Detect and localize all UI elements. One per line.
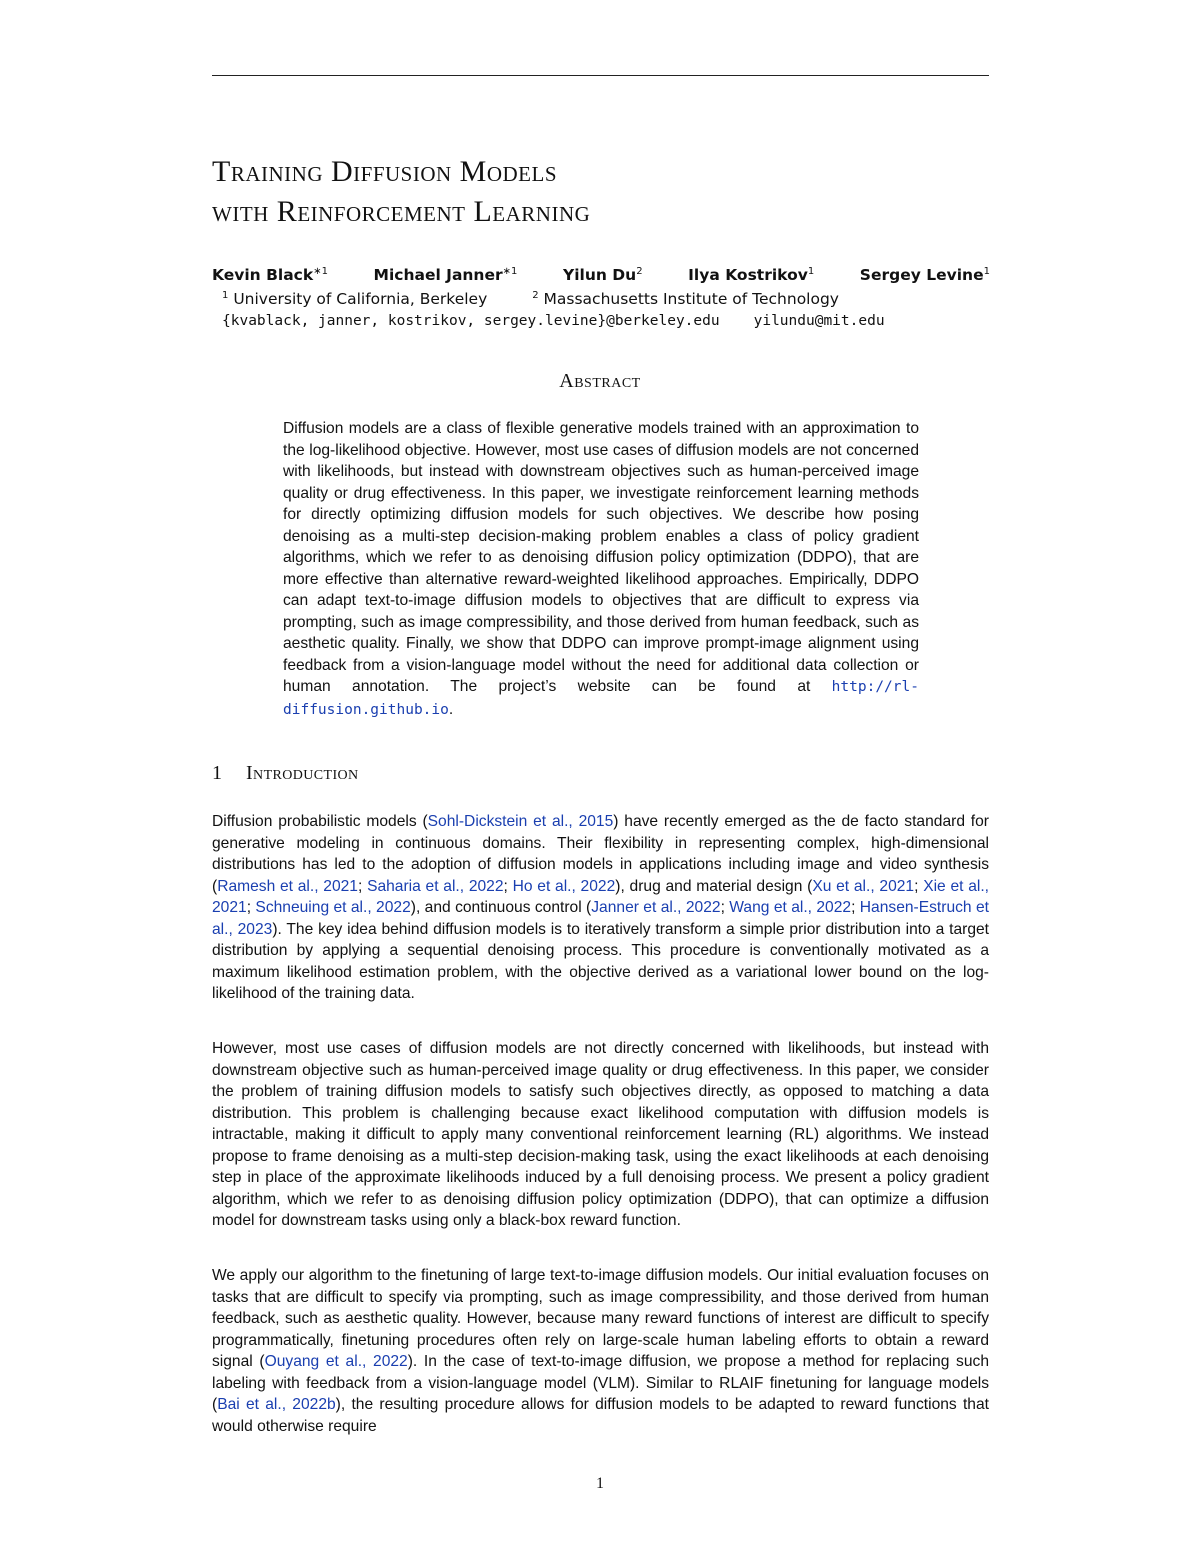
section-heading <box>212 762 359 785</box>
email-mit[interactable]: yilundu@mit.edu <box>753 313 885 329</box>
citation-link[interactable]: Bai et al., 2022b <box>217 1396 336 1413</box>
citation-link[interactable]: Schneuing et al., 2022 <box>255 899 411 916</box>
author-list <box>212 266 990 284</box>
citation-link[interactable]: Hansen-Estruch et al., 2023 <box>212 899 989 938</box>
intro-paragraph-1: Diffusion probabilistic models (Sohl-Dickstein et al., 2015) have recently emerged as the de facto standard for generative modeling in continuous domains. Their flexibility in representing complex, high-dimensional distributions has led to the adoption of diffusion models in applications including image and video synthesis (Ramesh et al., 2021; Saharia et al., 2022; Ho et al., 2022), drug and material design (Xu et al., 2021; Xie et al., 2021; Schneuing et al., 2022), and continuous control (Janner et al., 2022; Wang et al., 2022; Hansen-Estruch et al., 2023). The key idea behind diffusion models is to iteratively transform a simple prior distribution into a target distribution by applying a sequential denoising process. This procedure is conventionally motivated as a maximum likelihood estimation problem, with the objective derived as a variational lower bound on the log-likelihood of the training data. <box>212 813 990 1002</box>
title-line-1: Training Diffusion Models <box>212 155 558 188</box>
author: Yilun Du$^2$ <box>562 265 643 284</box>
affiliation: $^1$ University of California, Berkeley <box>222 289 488 308</box>
intro-paragraph-3: We apply our algorithm to the finetuning of large text-to-image diffusion models. Our initial evaluation focuses on tasks that are difficult to specify via prompting, such as image compressibility, and those derived from human feedback, such as aesthetic quality. However, because many reward functions of interest are difficult to specify programmatically, finetuning procedures often rely on large-scale human labeling efforts to obtain a reward signal (Ouyang et al., 2022). In the case of text-to-image diffusion, we propose a method for replacing such labeling with feedback from a vision-language model (VLM). Similar to RLAIF finetuning for language models (Bai et al., 2022b), the resulting procedure allows for diffusion models to be adapted to reward functions that would otherwise require <box>212 1267 989 1435</box>
citation-link[interactable]: Saharia et al., 2022 <box>367 877 504 895</box>
section-title: Introduction <box>246 762 359 784</box>
email-berkeley[interactable]: {kvablack, janner, kostrikov, sergey.levine}@berkeley.edu <box>222 313 720 329</box>
abstract-body: Diffusion models are a class of flexible generative models trained with an approximation to the log-likelihood objective. However, most use cases of diffusion models are not concerned with likelihoods, but instead with downstream objectives such as human-perceived image quality or drug effectiveness. In this paper, we investigate reinforcement learning methods for directly optimizing diffusion models for such objectives. We describe how posing denoising as a multi-step decision-making problem enables a class of policy gradient algorithms, which we refer to as denoising diffusion policy optimization (DDPO), that are more effective than alternative reward-weighted likelihood approaches. Empirically, DDPO can adapt text-to-image diffusion models to objectives that are difficult to express via prompting, such as image compressibility, and those derived from human feedback, such as aesthetic quality. Finally, we show that DDPO can improve prompt-image alignment using feedback from a vision-language model without the need for additional data collection or human annotation. The project’s website can be found at http://rl-diffusion.github.io. <box>283 420 919 718</box>
author: Sergey Levine$^1$ <box>859 265 990 284</box>
affiliation: $^2$ Massachusetts Institute of Technology <box>532 289 839 308</box>
citation-link[interactable]: Wang et al., 2022 <box>729 899 852 916</box>
title-line-2: with Reinforcement Learning <box>212 195 591 228</box>
page-number: 1 <box>596 1475 604 1492</box>
abstract-heading: Abstract <box>559 370 641 392</box>
citation-link[interactable]: Ouyang et al., 2022 <box>264 1353 408 1370</box>
intro-paragraph-2: However, most use cases of diffusion models are not directly concerned with likelihoods, but instead with downstream objective such as human-perceived image quality or drug effectiveness. In this paper, we consider the problem of training diffusion models to satisfy such objectives directly, as opposed to matching a data distribution. This problem is challenging because exact likelihood computation with diffusion models is intractable, making it difficult to apply many conventional reinforcement learning (RL) algorithms. We instead propose to frame denoising as a multi-step decision-making task, using the exact likelihoods at each denoising step in place of the approximate likelihoods induced by a full denoising process. We present a policy gradient algorithm, which we refer to as denoising diffusion policy optimization (DDPO), that can optimize a diffusion model for downstream tasks using only a black-box reward function. <box>212 1040 989 1229</box>
citation-link[interactable]: Xu et al., 2021 <box>812 877 915 895</box>
author: Michael Janner$^{∗1}$ <box>373 265 518 284</box>
section-number: 1 <box>212 762 223 784</box>
author-emails <box>222 313 885 329</box>
author: Kevin Black$^{∗1}$ <box>212 265 328 284</box>
citation-link[interactable]: Janner et al., 2022 <box>591 899 721 916</box>
citation-link[interactable]: Xie et al., 2021 <box>212 877 990 916</box>
citation-link[interactable]: Sohl-Dickstein et al., 2015 <box>427 813 614 830</box>
citation-link[interactable]: Ramesh et al., 2021 <box>217 877 358 895</box>
author: Ilya Kostrikov$^1$ <box>688 265 815 284</box>
paper-title <box>212 152 590 232</box>
project-website-link[interactable]: http://rl-diffusion.github.io <box>283 679 919 718</box>
header-rule <box>212 75 989 76</box>
affiliations <box>222 290 879 308</box>
citation-link[interactable]: Ho et al., 2022 <box>512 877 616 895</box>
